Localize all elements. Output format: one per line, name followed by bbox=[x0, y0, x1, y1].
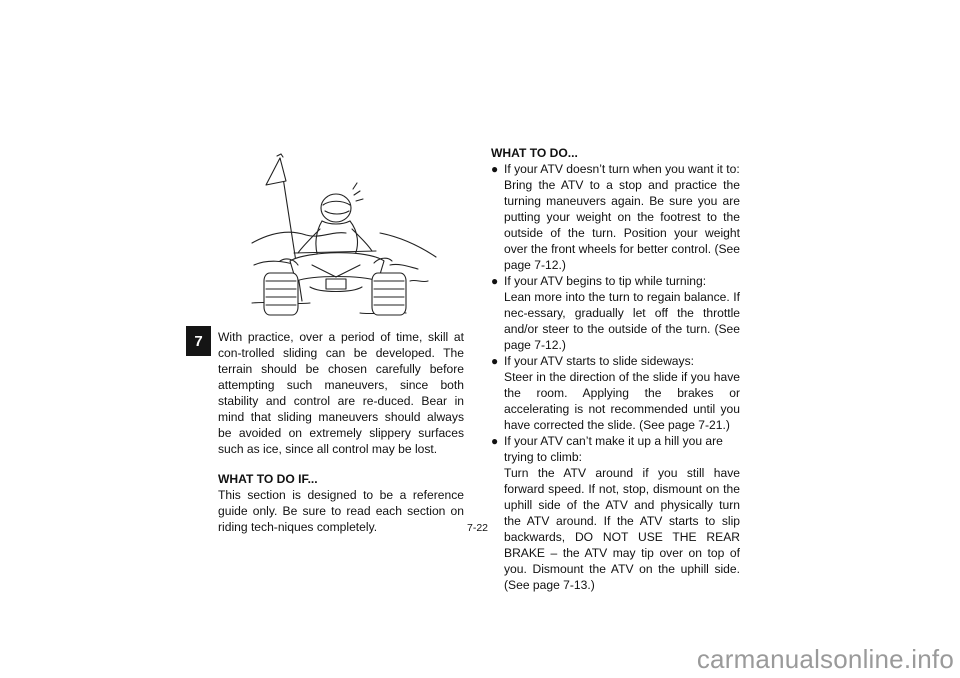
troubleshooting-list bbox=[491, 161, 740, 593]
bullet-icon: ● bbox=[491, 434, 499, 448]
right-column bbox=[491, 145, 740, 593]
section-heading-what-to-do-if: WHAT TO DO IF... bbox=[218, 472, 318, 486]
list-item bbox=[491, 161, 740, 273]
left-column bbox=[218, 329, 464, 535]
item-body: Steer in the direction of the slide if you have the room. Applying the brakes or accelerating is not recommended until you have corrected the slide. (See page 7-21.) bbox=[504, 370, 740, 432]
atv-rider-illustration bbox=[250, 153, 445, 325]
intro-paragraph: With practice, over a period of time, skill at con-trolled sliding can be developed. The terrain should be chosen carefully before attempting such maneuvers, since both stability and control are re-duced. Bear in mind that sliding maneuvers should always be avoided on extremely slippery surfaces such as ice, since all control may be lost. bbox=[218, 330, 464, 456]
section-heading-what-to-do: WHAT TO DO... bbox=[491, 146, 578, 160]
list-item bbox=[491, 353, 740, 433]
list-item bbox=[491, 273, 740, 353]
watermark: carmanualsonline.info bbox=[696, 644, 954, 674]
item-heading: If your ATV starts to slide sideways: bbox=[504, 354, 694, 368]
bullet-icon: ● bbox=[491, 274, 499, 288]
page-number: 7-22 bbox=[467, 522, 489, 534]
bullet-icon: ● bbox=[491, 354, 499, 368]
item-heading: If your ATV begins to tip while turning: bbox=[504, 274, 707, 288]
item-body: Turn the ATV around if you still have forward speed. If not, stop, dismount on the uphill side of the ATV and physically turn the ATV around. If the ATV starts to slip backwards, DO NOT USE THE REAR BRAKE – the ATV may tip over on top of you. Dismount the ATV on the uphill side. (See page 7-13.) bbox=[504, 466, 740, 592]
list-item bbox=[491, 433, 740, 593]
item-heading: If your ATV can’t make it up a hill you are trying to climb: bbox=[504, 434, 723, 464]
chapter-tab: 7 bbox=[186, 326, 211, 356]
item-body: Bring the ATV to a stop and practice the turning maneuvers again. Be sure you are putting your weight on the footrest to the outside of the turn. Position your weight over the front wheels for better control. (See page 7-12.) bbox=[504, 178, 740, 272]
item-heading: If your ATV doesn’t turn when you want it to: bbox=[504, 162, 740, 176]
bullet-icon: ● bbox=[491, 162, 499, 176]
item-body: Lean more into the turn to regain balance. If nec-essary, gradually let off the throttle and/or steer to the outside of the turn. (See page 7-12.) bbox=[504, 290, 740, 352]
section-intro-paragraph: This section is designed to be a reference guide only. Be sure to read each section on riding tech-niques completely. bbox=[218, 488, 464, 534]
